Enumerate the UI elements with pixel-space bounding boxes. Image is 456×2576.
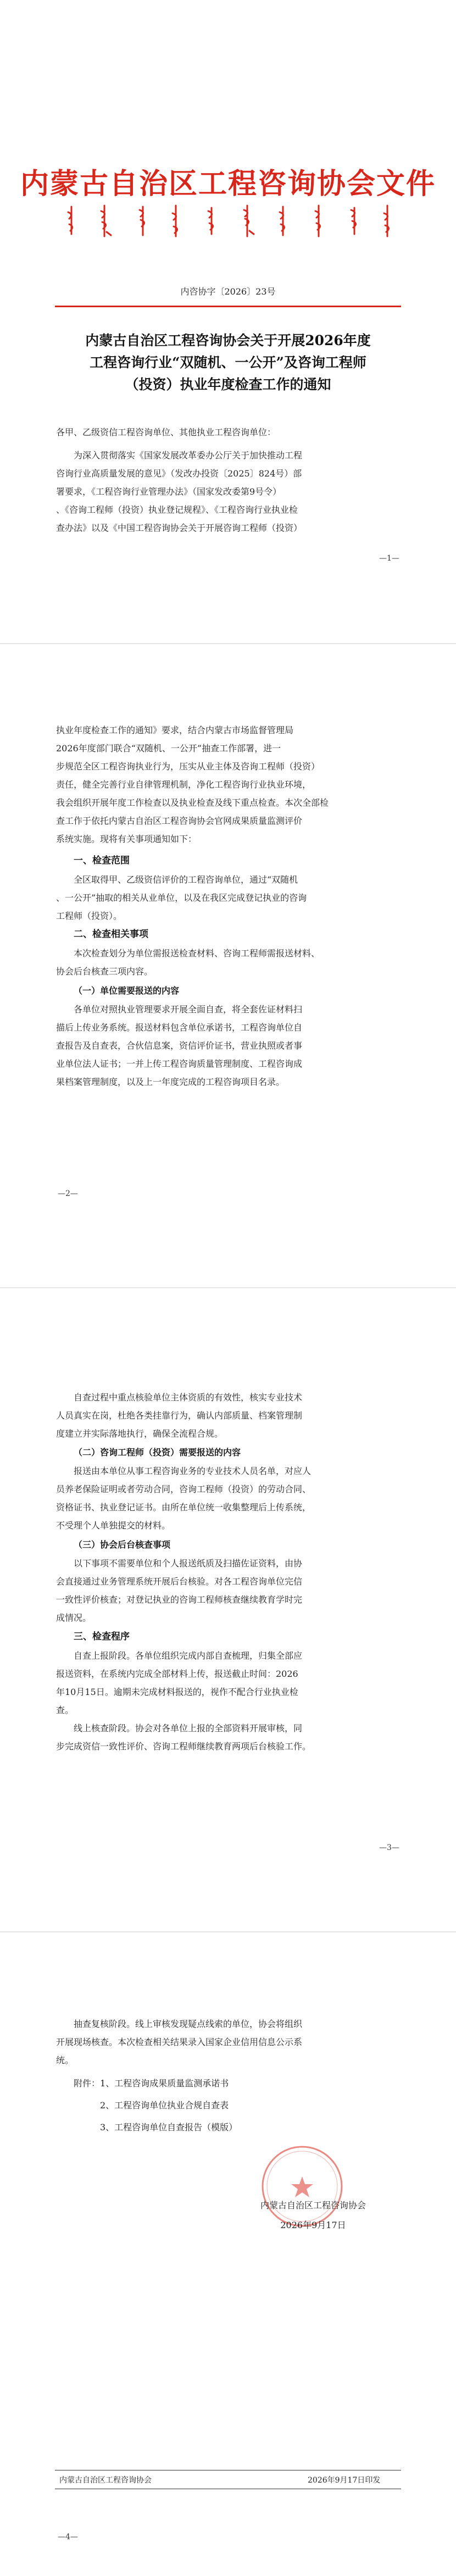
body-line: 一致性评价核查；对登记执业的咨询工程师核查继续教育学时完 [56,1594,303,1605]
attachment-3: 3、工程咨询单位自查报告（模版） [100,2122,238,2132]
intro-paragraph [56,446,400,537]
red-divider-line [55,306,401,307]
page-2 [0,644,456,1287]
page-number: —2— [58,1189,78,1198]
official-seal [258,2142,346,2230]
body-line: 协会后台核查三项内容。 [56,966,153,977]
intro-line: 我会组织开展年度工作检查以及执业检查及线下重点检查。本次全部检 [56,797,329,808]
body-line: 年10月15日。逾期未完成材料报送的，视作不配合行业执业检 [56,1687,298,1697]
signature-date: 2026年9月17日 [280,2220,346,2230]
body-line: 查报告及自查表，合伙信息案，资信评价证书，营业执照或者事 [56,1040,303,1051]
title-line-2: 工程咨询行业“双随机、一公开”及咨询工程师 [90,354,366,370]
subsection-1-body [56,1000,400,1091]
subsection-3-body [56,1554,400,1627]
attachment-2: 2、工程咨询单位执业合规自查表 [100,2100,229,2110]
intro-line: 为深入贯彻落实《国家发展改革委办公厅关于加快推动工程 [74,450,303,461]
attachment-item [56,2073,400,2095]
intro-line: 执业年度检查工作的通知》要求，结合内蒙古市场监督管理局 [56,725,294,735]
section-1-body [56,871,400,925]
page-3-intro [56,1388,400,1443]
intro-line: 署要求，《工程咨询行业管理办法》（国家发改委第9号令） [56,486,282,497]
body-line: 查。 [56,1705,74,1715]
subsection-1-heading: （一）单位需要报送的内容 [74,985,180,996]
document-number: 内咨协字〔2026〕23号 [180,286,276,297]
footer-issue-date: 2026年9月17日印发 [308,2476,381,2485]
body-line: 抽查复核阶段。线上审核发现疑点线索的单位，协会将组织 [74,2019,303,2029]
page-1 [0,0,456,643]
intro-line: 查办法》以及《中国工程咨询协会关于开展咨询工程师（投资） [56,523,303,533]
body-line: 开展现场核查。本次检查相关结果录入国家企业信用信息公示系 [56,2037,303,2047]
title-line-1: 内蒙古自治区工程咨询协会关于开展2026年度 [85,333,371,348]
body-line: 报送由本单位从事工程咨询业务的专业技术人员名单，对应人 [74,1466,312,1476]
title-line-3: （投资）执业年度检查工作的通知 [125,376,331,392]
attachment-1: 1、工程咨询成果质量监测承诺书 [100,2078,229,2089]
body-line: 、一公开”抽取的相关从业单位，以及在我区完成登记执业的咨询 [56,893,307,903]
body-line: 本次检查划分为单位需报送检查材料、咨询工程师需报送材料、 [74,948,320,959]
body-line: 自查过程中重点核验单位主体资质的有效性，核实专业技术 [74,1392,303,1403]
section-2-body [56,944,400,980]
body-line: 度建立并实际落地执行，确保全流程合规。 [56,1428,224,1439]
body-line: 全区取得甲、乙级资信评价的工程咨询单位，通过“双随机 [74,874,298,885]
page-3 [0,1288,456,1931]
section-2-heading: 二、检查相关事项 [74,929,148,940]
footer-issuer: 内蒙古自治区工程咨询协会 [59,2476,152,2485]
body-line: 各单位对照执业管理要求开展全面自查，将全套佐证材料扫 [74,1004,303,1015]
section-3-body [56,1647,400,1755]
body-line: 果档案管理制度，以及上一年度完成的工程咨询项目名录。 [56,1077,285,1087]
page-number: —4— [58,2533,78,2541]
intro-line: 查工作于依托内蒙古自治区工程咨询协会官网成果质量监测评价 [56,816,303,826]
page-number: —1— [379,554,399,563]
intro-line: 系统实施。现将有关事项通知如下： [56,834,197,844]
subsection-2-heading: （二）咨询工程师（投资）需要报送的内容 [74,1447,241,1458]
body-line: 会直接通过业务管理系统开展后台核验。对各工程咨询单位完信 [56,1576,303,1587]
section-1-heading: 一、检查范围 [74,855,130,866]
mongolian-script-header [60,202,396,241]
subsection-3-heading: （三）协会后台核查事项 [74,1539,171,1550]
page-4-intro [56,2015,400,2069]
addressee: 各甲、乙级资信工程咨询单位、其他执业工程咨询单位： [56,427,276,437]
signature-organization: 内蒙古自治区工程咨询协会 [260,2200,366,2211]
body-line: 自查上报阶段。各单位组织完成内部自查梳理，归集全部应 [74,1650,303,1661]
body-line: 步完成资信一致性评价、咨询工程师继续教育两项后台核验工作。 [56,1741,312,1752]
body-line: 以下事项不需要单位和个人报送纸质及扫描佐证资料，由协 [74,1558,303,1569]
page-number: —3— [379,1843,399,1852]
page-4 [0,1932,456,2576]
intro-line: 步规范全区工程咨询执业行为，压实从业主体及咨询工程师（投资） [56,761,320,772]
body-line: 线上核查阶段。协会对各单位上报的全部资料开展审核，同 [74,1723,303,1733]
section-3-heading: 三、检查程序 [74,1631,130,1642]
intro-continued [56,721,400,848]
document-header-banner: 内蒙古自治区工程咨询协会文件 [20,168,436,201]
intro-line: 2026年度部门联合“双随机、一公开”抽查工作部署，进一 [56,743,281,754]
body-line: 业单位法人证书；一并上传工程咨询质量管理制度、工程咨询成 [56,1059,303,1069]
body-line: 员养老保险证明或者劳动合同，咨询工程师（投资）的劳动合同、 [56,1484,312,1494]
body-line: 不受理个人单独提交的材料。 [56,1520,171,1531]
attachments-list [56,2073,400,2139]
subsection-2-body [56,1462,400,1534]
intro-line: 、《咨询工程师（投资）执业登记规程》、《工程咨询行业执业检 [56,505,298,515]
document-title [55,330,401,396]
body-line: 工程师（投资）。 [56,911,123,921]
body-line: 统。 [56,2055,74,2065]
body-line: 成情况。 [56,1613,92,1623]
attachments-label: 附件： [74,2078,101,2089]
intro-line: 咨询行业高质量发展的意见》（发改办投资〔2025〕824号）部 [56,468,302,479]
body-line: 报送资料，在系统内完成全部材料上传，报送截止时间：2026 [56,1669,298,1679]
body-line: 人员真实在岗，杜绝各类挂靠行为，确认内部质量、档案管理制 [56,1410,303,1421]
intro-line: 责任，健全完善行业自律管理机制，净化工程咨询行业执业环境， [56,779,312,790]
body-line: 资格证书、执业登记证书。由所在单位统一收集整理后上传系统， [56,1502,312,1513]
body-line: 描后上传业务系统。报送材料包含单位承诺书，工程咨询单位自 [56,1022,303,1033]
